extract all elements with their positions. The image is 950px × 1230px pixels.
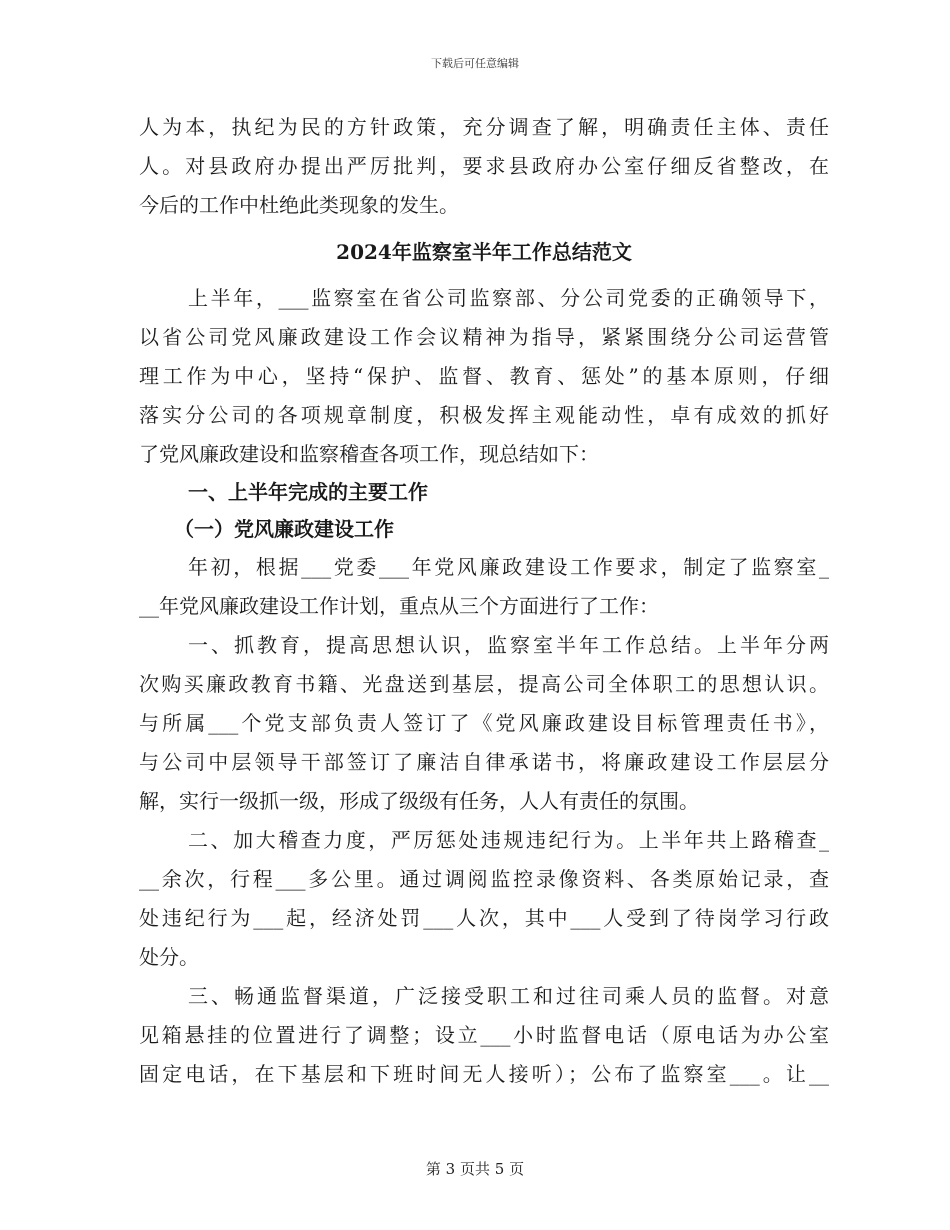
paragraph-plan [139,548,829,626]
text-line: __年党风廉政建设工作计划，重点从三个方面进行了工作： [139,594,659,618]
text-line: 理工作为中心，坚持“保护、监督、教育、惩处”的基本原则，仔细 [139,364,829,388]
text-line: 人为本，执纪为民的方针政策，充分调查了解，明确责任主体、责任 [139,115,829,139]
text-line: 解，实行一级抓一级，形成了级级有任务，人人有责任的氛围。 [139,789,699,813]
paragraph-supervision [139,977,829,1094]
paragraph-summary [139,279,829,474]
page-footer: 第 3 页共 5 页 [425,1160,525,1178]
text-line: 上半年，___监察室在省公司监察部、分公司党委的正确领导下， [188,286,829,310]
text-line: 了党风廉政建设和监察稽查各项工作，现总结如下： [139,442,599,466]
section-heading: 一、上半年完成的主要工作 [188,480,428,504]
text-line: 年初，根据___党委___年党风廉政建设工作要求，制定了监察室_ [188,555,829,579]
text-line: 人。对县政府办提出严厉批判，要求县政府办公室仔细反省整改，在 [139,154,829,178]
text-line: 三、畅通监督渠道，广泛接受职工和过往司乘人员的监督。对意 [188,984,829,1008]
text-line: 落实分公司的各项规章制度，积极发挥主观能动性，卓有成效的抓好 [139,403,829,427]
document-title: 2024年监察室半年工作总结范文 [336,240,632,264]
page-header: 下载后可任意编辑 [431,57,519,70]
text-line: 次购买廉政教育书籍、光盘送到基层，提高公司全体职工的思想认识。 [139,672,829,696]
intro-paragraph [139,108,829,225]
text-line: 处违纪行为___起，经济处罚___人次，其中___人受到了待岗学习行政 [139,906,829,930]
text-line: 处分。 [139,945,199,969]
text-line: 见箱悬挂的位置进行了调整；设立___小时监督电话（原电话为办公室 [139,1023,829,1047]
text-line: 今后的工作中杜绝此类现象的发生。 [139,193,459,217]
text-line: __余次，行程___多公里。通过调阅监控录像资料、各类原始记录，查 [139,867,829,891]
text-line: 二、加大稽查力度，严厉惩处违规违纪行为。上半年共上路稽查_ [188,828,829,852]
paragraph-inspection [139,821,829,977]
text-line: 与所属___个党支部负责人签订了《党风廉政建设目标管理责任书》， [139,711,829,735]
subsection-heading: （一）党风廉政建设工作 [174,517,394,541]
document-body [139,108,829,1094]
paragraph-education [139,626,829,821]
text-line: 一、抓教育，提高思想认识，监察室半年工作总结。上半年分两 [188,633,829,657]
text-line: 以省公司党风廉政建设工作会议精神为指导，紧紧围绕分公司运营管 [139,325,829,349]
text-line: 固定电话，在下基层和下班时间无人接听）；公布了监察室___。让__ [139,1062,829,1086]
text-line: 与公司中层领导干部签订了廉洁自律承诺书，将廉政建设工作层层分 [139,750,829,774]
